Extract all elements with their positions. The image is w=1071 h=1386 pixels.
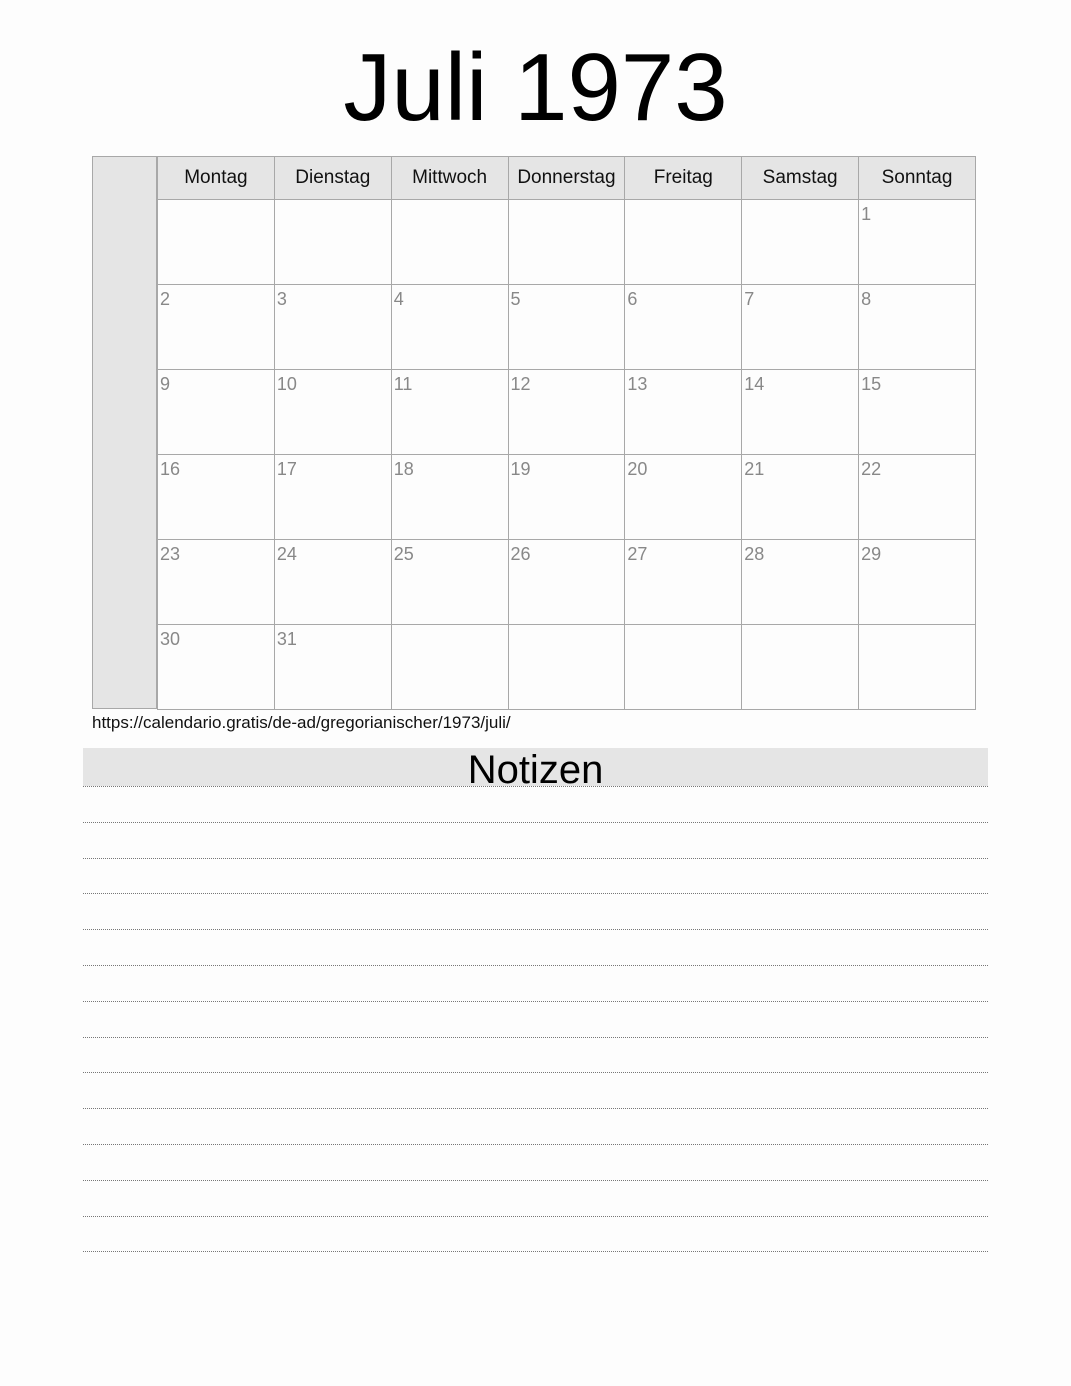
calendar-title: Juli 1973 [343, 34, 728, 141]
day-cell [274, 540, 391, 625]
weekday-header: Dienstag [274, 157, 391, 200]
day-number: 14 [744, 374, 765, 394]
weekday-header: Montag [158, 157, 275, 200]
day-number: 17 [276, 459, 297, 479]
day-number: 25 [393, 544, 414, 564]
day-number: 16 [160, 459, 181, 479]
day-cell [508, 200, 625, 285]
day-cell [508, 285, 625, 370]
day-number: 3 [276, 289, 287, 309]
week-row [158, 625, 976, 710]
day-number: 20 [627, 459, 648, 479]
day-cell [859, 625, 976, 710]
day-number: 30 [160, 629, 181, 649]
day-cell [742, 285, 859, 370]
day-cell [274, 370, 391, 455]
day-cell [158, 200, 275, 285]
day-cell [391, 625, 508, 710]
day-number [859, 625, 975, 629]
day-cell [859, 455, 976, 540]
day-cell [158, 540, 275, 625]
day-cell [742, 540, 859, 625]
note-line [83, 893, 988, 894]
day-cell [274, 625, 391, 710]
note-line [83, 822, 988, 823]
day-number: 10 [276, 374, 297, 394]
day-number: 1 [861, 204, 872, 224]
day-cell [391, 200, 508, 285]
weekday-header: Donnerstag [508, 157, 625, 200]
note-line [83, 1072, 988, 1073]
day-number: 9 [160, 374, 171, 394]
day-number: 13 [627, 374, 648, 394]
day-number: 31 [276, 629, 297, 649]
day-number: 29 [861, 544, 882, 564]
week-row [158, 370, 976, 455]
day-number: 2 [160, 289, 171, 309]
day-cell [508, 370, 625, 455]
day-cell [158, 625, 275, 710]
day-number: 22 [861, 459, 882, 479]
note-line [83, 929, 988, 930]
day-number: 21 [744, 459, 765, 479]
day-cell [859, 200, 976, 285]
note-line [83, 858, 988, 859]
day-number: 23 [160, 544, 181, 564]
note-line [83, 1037, 988, 1038]
day-cell [742, 370, 859, 455]
day-cell [625, 200, 742, 285]
note-line [83, 1216, 988, 1217]
calendar-grid [92, 156, 976, 709]
weekday-header: Sonntag [859, 157, 976, 200]
day-number: 28 [744, 544, 765, 564]
day-cell [625, 625, 742, 710]
day-cell [625, 370, 742, 455]
day-number [625, 200, 741, 204]
day-number: 8 [861, 289, 872, 309]
note-line [83, 1251, 988, 1252]
source-url: https://calendario.gratis/de-ad/gregorianischer/1973/juli/ [92, 713, 511, 732]
day-cell [859, 285, 976, 370]
day-cell [508, 540, 625, 625]
weekday-header: Freitag [625, 157, 742, 200]
calendar-table [157, 156, 976, 710]
note-line [83, 1108, 988, 1109]
week-row [158, 285, 976, 370]
note-line [83, 786, 988, 787]
day-cell [391, 540, 508, 625]
day-number [392, 625, 508, 629]
day-number: 15 [861, 374, 882, 394]
day-number [509, 625, 625, 629]
day-cell [859, 370, 976, 455]
day-number [275, 200, 391, 204]
weekday-header: Samstag [742, 157, 859, 200]
day-number [742, 200, 858, 204]
note-line [83, 965, 988, 966]
day-number: 24 [276, 544, 297, 564]
day-number: 6 [627, 289, 638, 309]
day-number [625, 625, 741, 629]
day-number: 4 [393, 289, 404, 309]
day-cell [625, 285, 742, 370]
week-row [158, 200, 976, 285]
day-number: 12 [510, 374, 531, 394]
day-cell [742, 455, 859, 540]
day-number [742, 625, 858, 629]
note-line [83, 1001, 988, 1002]
day-number [392, 200, 508, 204]
week-row [158, 455, 976, 540]
day-cell [859, 540, 976, 625]
day-number: 27 [627, 544, 648, 564]
day-number: 5 [510, 289, 521, 309]
day-cell [742, 200, 859, 285]
weekday-header: Mittwoch [391, 157, 508, 200]
day-number [509, 200, 625, 204]
day-cell [508, 625, 625, 710]
day-number: 26 [510, 544, 531, 564]
day-number: 18 [393, 459, 414, 479]
day-cell [274, 285, 391, 370]
day-number: 11 [393, 374, 413, 394]
day-number: 7 [744, 289, 755, 309]
week-row [158, 540, 976, 625]
day-cell [158, 370, 275, 455]
notes-title: Notizen [83, 748, 988, 786]
day-cell [625, 540, 742, 625]
day-cell [274, 200, 391, 285]
day-number [158, 200, 274, 204]
day-cell [391, 455, 508, 540]
note-line [83, 1144, 988, 1145]
day-number: 19 [510, 459, 531, 479]
week-number-column [92, 156, 157, 709]
day-cell [742, 625, 859, 710]
day-cell [508, 455, 625, 540]
day-cell [391, 370, 508, 455]
day-cell [158, 285, 275, 370]
day-cell [625, 455, 742, 540]
day-cell [158, 455, 275, 540]
day-cell [274, 455, 391, 540]
day-cell [391, 285, 508, 370]
note-line [83, 1180, 988, 1181]
